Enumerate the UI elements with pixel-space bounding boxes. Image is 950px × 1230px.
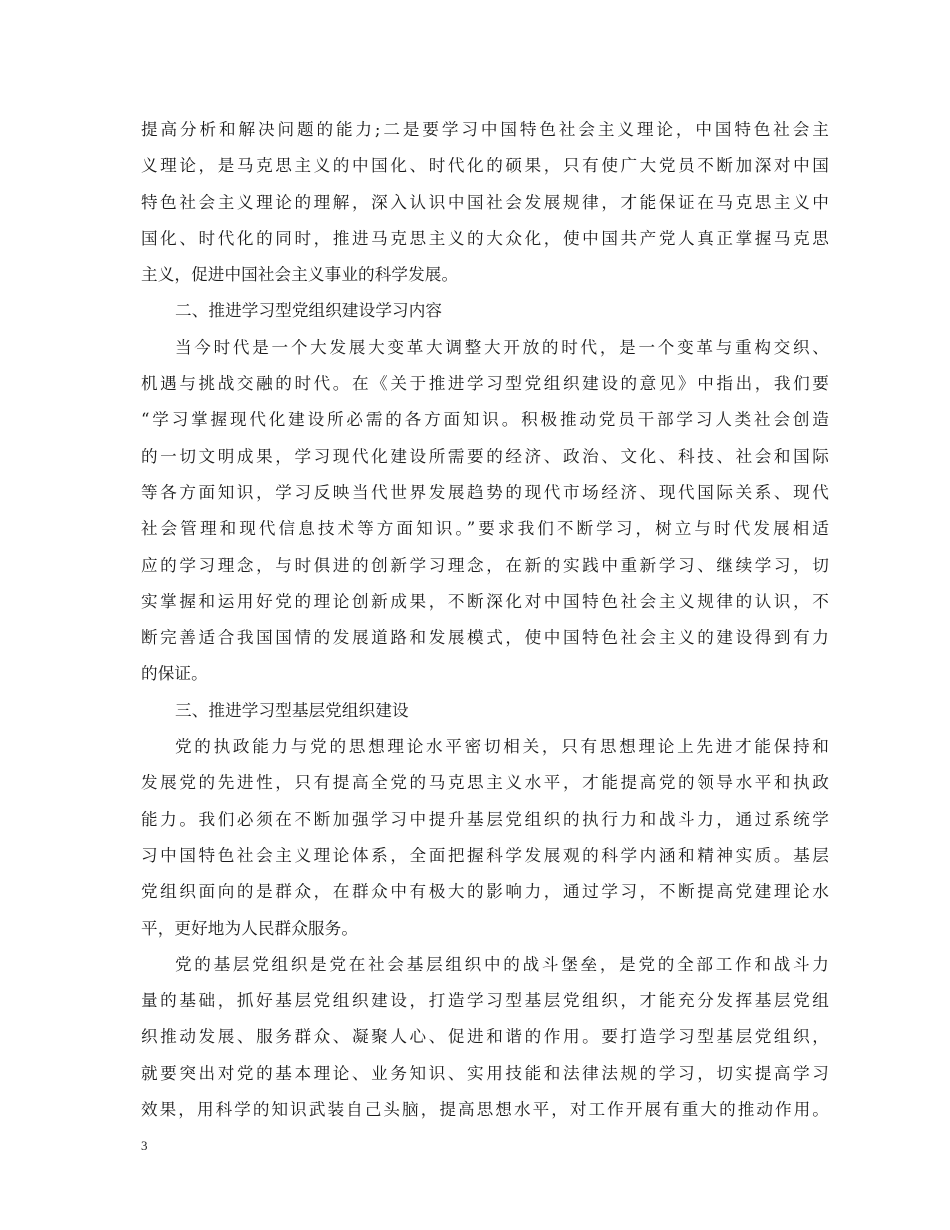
page-number: 3 bbox=[141, 1138, 148, 1153]
text-line: 党的执政能力与党的思想理论水平密切相关，只有思想理论上先进才能保持和 bbox=[175, 737, 829, 757]
text-line: 社会管理和现代信息技术等方面知识。”要求我们不断学习，树立与时代发展相适 bbox=[141, 519, 829, 539]
text-line: 二、推进学习型党组织建设学习内容 bbox=[175, 301, 443, 321]
text-line: 习中国特色社会主义理论体系，全面把握科学发展观的科学内涵和精神实质。基层 bbox=[141, 845, 829, 865]
text-line: 的一切文明成果，学习现代化建设所需要的经济、政治、文化、科技、社会和国际 bbox=[141, 446, 829, 466]
text-line: 织推动发展、服务群众、凝聚人心、促进和谐的作用。要打造学习型基层党组织， bbox=[141, 1027, 829, 1047]
text-line: 三、推进学习型基层党组织建设 bbox=[175, 700, 409, 720]
text-line: 的保证。 bbox=[141, 664, 208, 684]
text-line: 就要突出对党的基本理论、业务知识、实用技能和法律法规的学习，切实提高学习 bbox=[141, 1063, 829, 1083]
text-line: 等各方面知识，学习反映当代世界发展趋势的现代市场经济、现代国际关系、现代 bbox=[141, 482, 829, 502]
text-line: 断完善适合我国国情的发展道路和发展模式，使中国特色社会主义的建设得到有力 bbox=[141, 628, 829, 648]
text-line: 主义，促进中国社会主义事业的科学发展。 bbox=[141, 265, 459, 285]
text-line: 发展党的先进性，只有提高全党的马克思主义水平，才能提高党的领导水平和执政 bbox=[141, 773, 829, 793]
text-line: 义理论，是马克思主义的中国化、时代化的硕果，只有使广大党员不断加深对中国 bbox=[141, 156, 829, 176]
document-page bbox=[141, 112, 829, 1128]
text-line: 党组织面向的是群众，在群众中有极大的影响力，通过学习，不断提高党建理论水 bbox=[141, 882, 829, 902]
text-line: 提高分析和解决问题的能力;二是要学习中国特色社会主义理论，中国特色社会主 bbox=[141, 120, 829, 139]
text-line: 平，更好地为人民群众服务。 bbox=[141, 918, 359, 938]
text-line: 党的基层党组织是党在社会基层组织中的战斗堡垒，是党的全部工作和战斗力 bbox=[175, 954, 829, 974]
text-line: 能力。我们必须在不断加强学习中提升基层党组织的执行力和战斗力，通过系统学 bbox=[141, 809, 829, 829]
text-line: 国化、时代化的同时，推进马克思主义的大众化，使中国共产党人真正掌握马克思 bbox=[141, 228, 829, 248]
text-line: 应的学习理念，与时俱进的创新学习理念，在新的实践中重新学习、继续学习，切 bbox=[141, 555, 829, 575]
text-line: 实掌握和运用好党的理论创新成果，不断深化对中国特色社会主义规律的认识，不 bbox=[141, 591, 829, 611]
text-line: 效果，用科学的知识武装自己头脑，提高思想水平，对工作开展有重大的推动作用。 bbox=[141, 1100, 829, 1120]
text-line: 特色社会主义理论的理解，深入认识中国社会发展规律，才能保证在马克思主义中 bbox=[141, 192, 829, 212]
text-line: 量的基础，抓好基层党组织建设，打造学习型基层党组织，才能充分发挥基层党组 bbox=[141, 991, 829, 1011]
text-line: “学习掌握现代化建设所必需的各方面知识。积极推动党员干部学习人类社会创造 bbox=[141, 410, 829, 430]
text-line: 机遇与挑战交融的时代。在《关于推进学习型党组织建设的意见》中指出，我们要 bbox=[141, 374, 829, 394]
text-line: 当今时代是一个大发展大变革大调整大开放的时代，是一个变革与重构交织、 bbox=[175, 337, 829, 357]
